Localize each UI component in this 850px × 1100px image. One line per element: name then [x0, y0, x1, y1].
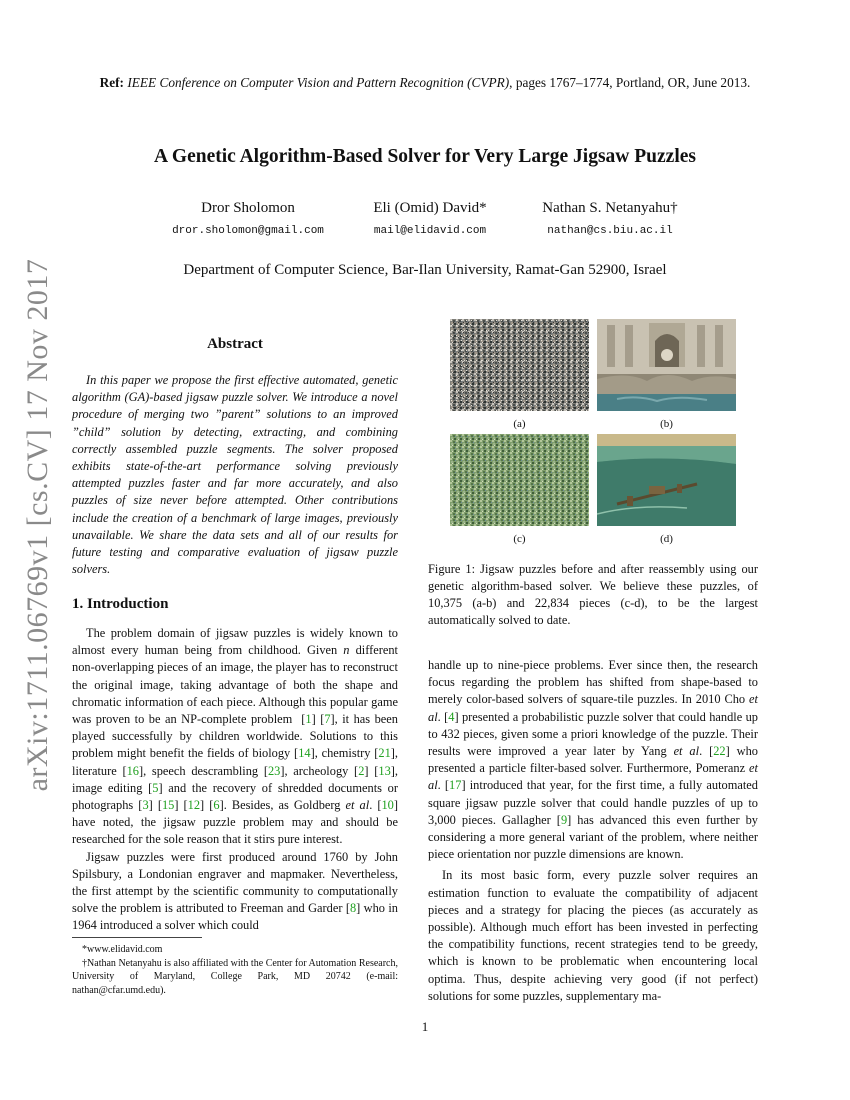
- reference-line: [0, 75, 850, 91]
- paragraph: handle up to nine-piece problems. Ever since then, the research focus regarding the problem has shifted from shape-based to merely color-based solvers of square-tile puzzles. In 2010 Cho et al. [4] presented a probabilistic puzzle solver that could handle up to 432 pieces, given some a priori knowledge of the puzzle. Their results were improved a year later by Yang et al. [22] who presented a particle filter-based solver. Furthermore, Pomeranz et al. [17] introduced that year, for the first time, a fully automated square jigsaw puzzle solver that could handle puzzles of up to 3,000 pieces. Gallagher [9] has advanced this even further by considering a more general variant of the problem, where neither piece orientation nor puzzle dimensions are known.: [428, 658, 759, 862]
- figure-label-d: (d): [660, 533, 673, 545]
- paragraph: Jigsaw puzzles were first produced around 1760 by John Spilsbury, a Londonian engraver and mapmaker. Nevertheless, the first attempt by the scientific community to computationally solve the problem is attributed to Freeman and Garder [8] who in 1964 introduced a solver which could: [72, 849, 398, 933]
- affiliation: Department of Computer Science, Bar-Ilan University, Ramat-Gan 52900, Israel: [183, 262, 667, 278]
- page-number: 1: [421, 1019, 429, 1034]
- footnote: †Nathan Netanyahu is also affiliated with the Center for Automation Research, University of Maryland, College Park, MD 20742 (e-mail: nathan@cfar.umd.edu).: [72, 957, 398, 996]
- figure-image-c: [450, 434, 589, 526]
- figure-caption: Figure 1: Jigsaw puzzles before and after reassembly using our genetic algorithm-based solver. We believe these puzzles, of 10,375 (a-b) and 22,834 pieces (c-d), to be the largest automatically solved to date.: [428, 562, 758, 627]
- abstract-heading: Abstract: [207, 336, 263, 352]
- author-name: Nathan S. Netanyahu†: [542, 200, 678, 216]
- figure-label-c: (c): [513, 533, 526, 545]
- paper-title: A Genetic Algorithm-Based Solver for Very Large Jigsaw Puzzles: [154, 146, 696, 167]
- paragraph: In its most basic form, every puzzle solver requires an estimation function to evaluate the compatibility of adjacent pieces and a strategy for placing the pieces (as accurately as possible). Although much effort has been invested in perfecting the compatibility functions, recent strategies tend to be greedy, which is known to be problematic when encountering local optima. Thus, despite achieving very good (if not perfect) solutions for some puzzles, supplementary ma-: [428, 868, 758, 1003]
- abstract-text: In this paper we propose the first effective automated, genetic algorithm (GA)-based jigsaw puzzle solver. We introduce a novel procedure of merging two ”parent” solutions to an improved ”child” solution by detecting, extracting, and combining correctly assembled puzzle segments. The solver proposed exhibits state-of-the-art performance solving previously attempted puzzles faster and far more accurately, and also puzzles of size never before attempted. Other contributions include the creation of a benchmark of large images, previously unavailable. We share the data sets and all of our results for future testing and comparative evaluation of jigsaw puzzle solvers.: [72, 373, 398, 577]
- author-3: [490, 200, 730, 237]
- figure-image-a: [450, 319, 589, 411]
- intro-left-column: [72, 625, 398, 935]
- ref-venue: IEEE Conference on Computer Vision and Pattern Recognition (CVPR): [127, 75, 510, 90]
- ref-rest: , pages 1767–1774, Portland, OR, June 2013.: [509, 75, 751, 90]
- author-email: dror.sholomon@gmail.com: [172, 225, 324, 237]
- author-email: mail@elidavid.com: [373, 225, 487, 237]
- figure-label-b: (b): [660, 418, 673, 430]
- footnotes: [72, 943, 398, 997]
- figure-label-a: (a): [513, 418, 526, 430]
- author-name: Dror Sholomon: [201, 200, 295, 216]
- footnote-rule: [72, 937, 202, 938]
- section-heading-introduction: 1. Introduction: [72, 596, 169, 612]
- paragraph: The problem domain of jigsaw puzzles is widely known to almost every human being from childhood. Given n different non-overlapping pieces of an image, the player has to reconstruct the original image, taking advantage of both the shape and chromatic information of each piece. Although this popular game was proven to be an NP-complete problem [1] [7], it has been played successfully by children worldwide. Solutions to this problem might benefit the fields of biology [14], chemistry [21], literature [16], speech descrambling [23], archeology [2] [13], image editing [5] and the recovery of shredded documents or photographs [3] [15] [12] [6]. Besides, as Goldberg et al. [10] have noted, the jigsaw puzzle problem may and should be researched for the sole reason that it stirs pure interest.: [72, 626, 399, 847]
- arxiv-stamp: arXiv:1711.06769v1 [cs.CV] 17 Nov 2017: [21, 258, 54, 792]
- footnote: *www.elidavid.com: [82, 944, 163, 955]
- author-name: Eli (Omid) David*: [373, 200, 487, 216]
- figure-image-b: [597, 319, 736, 411]
- author-email: nathan@cs.biu.ac.il: [547, 225, 673, 237]
- ref-prefix: Ref:: [99, 75, 124, 90]
- figure-image-d: [597, 434, 736, 526]
- intro-right-column: [428, 657, 758, 1005]
